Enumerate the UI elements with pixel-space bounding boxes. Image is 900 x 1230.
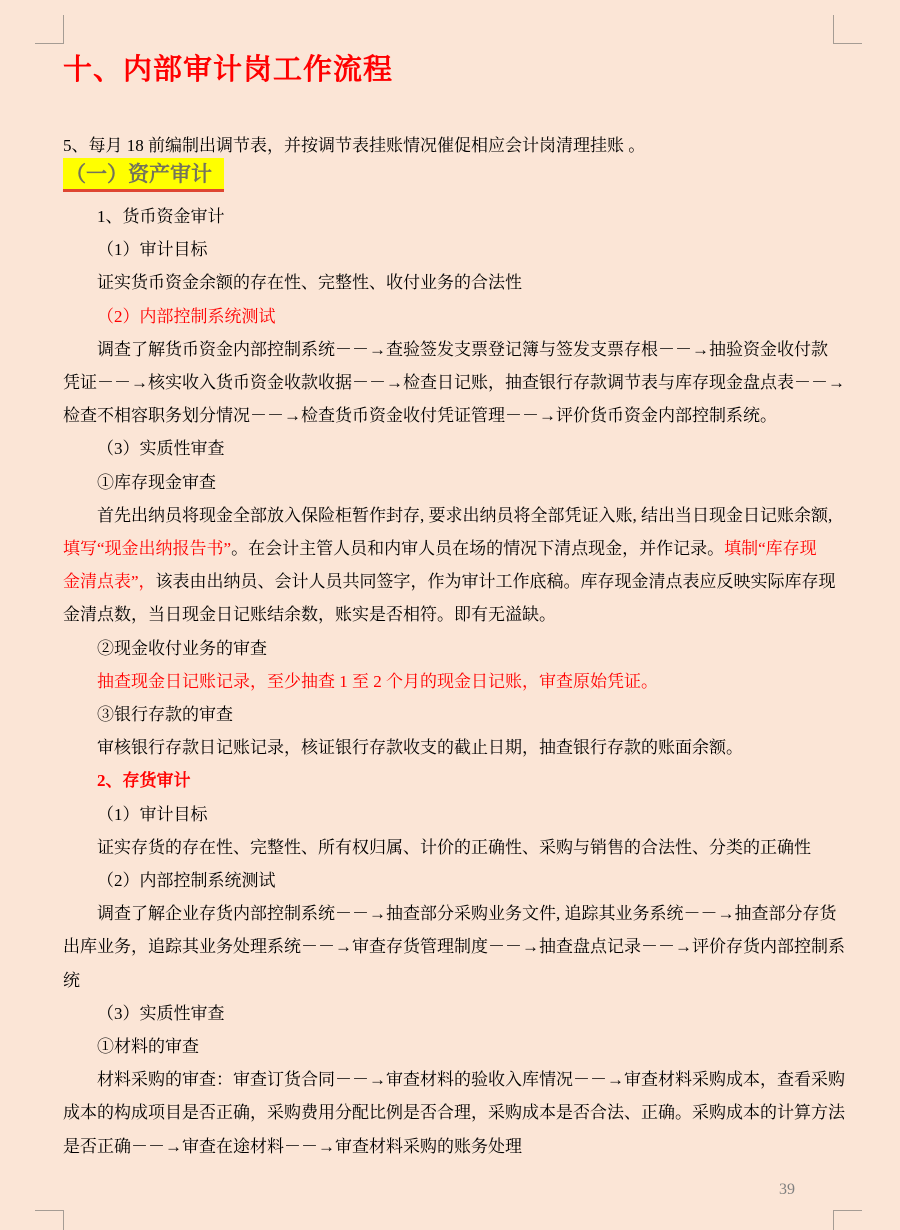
text-segment: （1）审计目标 — [97, 240, 208, 260]
text-line — [63, 300, 838, 333]
text-line — [63, 731, 838, 764]
page-number: 39 — [779, 1181, 795, 1198]
section-heading-asset-audit: （一）资产审计 — [63, 158, 224, 192]
text-segment: 该表由出纳员、会计人员共同签字，作为审计工作底稿。库存现金清点表应反映实际库存现 — [155, 572, 836, 592]
text-line — [63, 930, 845, 963]
text-segment: 凭证－－→核实收入货币资金收款收据－－→检查日记账，抽查银行存款调节表与库存现金盘点表－－→ — [63, 373, 845, 393]
text-segment: 证实存货的存在性、完整性、所有权归属、计价的正确性、采购与销售的合法性、分类的正确性 — [97, 837, 811, 857]
text-line — [63, 532, 838, 565]
text-line — [63, 764, 838, 797]
text-segment: （1）审计目标 — [97, 804, 208, 824]
text-segment: 调查了解企业存货内部控制系统－－→抽查部分采购业务文件, 追踪其业务系统－－→抽查部分存货 — [97, 904, 837, 924]
text-segment: 。在会计主管人员和内审人员在场的情况下清点现金，并作记录。 — [231, 539, 725, 559]
crop-mark-top-right-icon — [833, 15, 862, 44]
body-text — [63, 200, 845, 1163]
text-segment: （2）内部控制系统测试 — [97, 871, 276, 891]
text-segment: 填写“现金出纳报告书” — [63, 539, 232, 559]
text-segment: 首先出纳员将现金全部放入保险柜暂作封存, 要求出纳员将全部凭证入账, 结出当日现金日记账余额, — [97, 505, 833, 525]
text-segment: 金清点表”， — [63, 572, 156, 592]
text-line — [63, 632, 838, 665]
text-segment: 填制“库存现 — [724, 539, 817, 559]
text-line — [63, 432, 838, 465]
text-segment: 证实货币资金余额的存在性、完整性、收付业务的合法性 — [97, 273, 522, 293]
text-segment: 统 — [63, 970, 80, 990]
crop-mark-top-left-icon — [35, 15, 64, 44]
text-segment: ①材料的审查 — [97, 1037, 199, 1057]
text-segment: 是否正确－－→审查在途材料－－→审查材料采购的账务处理 — [63, 1136, 522, 1156]
text-line — [63, 200, 838, 233]
text-segment: 出库业务，追踪其业务处理系统－－→审查存货管理制度－－→抽查盘点记录－－→评价存货内部控制系 — [63, 937, 845, 957]
text-segment: （3）实质性审查 — [97, 439, 225, 459]
crop-mark-bottom-left-icon — [35, 1210, 64, 1230]
text-line — [63, 1030, 838, 1063]
text-segment: 2、存货审计 — [97, 771, 191, 791]
text-segment: 检查不相容职务划分情况－－→检查货币资金收付凭证管理－－→评价货币资金内部控制系统。 — [63, 406, 777, 426]
text-line — [63, 1130, 838, 1163]
page-title: 十、内部审计岗工作流程 — [63, 54, 394, 86]
text-segment: （3）实质性审查 — [97, 1003, 225, 1023]
text-line — [63, 266, 838, 299]
text-segment: ③银行存款的审查 — [97, 705, 233, 725]
text-line — [63, 565, 838, 598]
text-line — [63, 864, 838, 897]
text-segment: 调查了解货币资金内部控制系统－－→查验签发支票登记簿与签发支票存根－－→抽验资金收付款 — [97, 339, 828, 359]
text-line — [63, 798, 838, 831]
text-line — [63, 831, 838, 864]
text-segment: ①库存现金审查 — [97, 472, 216, 492]
text-line — [63, 333, 838, 366]
text-line — [63, 466, 838, 499]
text-line — [63, 499, 838, 532]
text-line — [63, 665, 838, 698]
text-segment: 金清点数，当日现金日记账结余数，账实是否相符。即有无溢缺。 — [63, 605, 556, 625]
text-line — [63, 997, 838, 1030]
text-line — [63, 897, 838, 930]
crop-mark-bottom-right-icon — [833, 1210, 862, 1230]
text-segment: 成本的构成项目是否正确，采购费用分配比例是否合理，采购成本是否合法、正确。采购成本的计算方法 — [63, 1103, 845, 1123]
text-line — [63, 1063, 845, 1096]
text-segment: ②现金收付业务的审查 — [97, 638, 267, 658]
text-line — [63, 698, 838, 731]
text-line — [63, 964, 838, 997]
text-line — [63, 1096, 845, 1129]
text-line — [63, 366, 845, 399]
text-segment: 审核银行存款日记账记录，核证银行存款收支的截止日期，抽查银行存款的账面余额。 — [97, 738, 743, 758]
text-segment: 材料采购的审查：审查订货合同－－→审查材料的验收入库情况－－→审查材料采购成本，查看采购 — [97, 1070, 845, 1090]
text-line — [63, 399, 838, 432]
text-segment: （2）内部控制系统测试 — [97, 306, 276, 326]
text-segment: 1、货币资金审计 — [97, 207, 225, 226]
text-line — [63, 233, 838, 266]
text-segment: 抽查现金日记账记录，至少抽查 1 至 2 个月的现金日记账，审查原始凭证。 — [97, 671, 658, 691]
intro-paragraph: 5、每月 18 前编制出调节表，并按调节表挂账情况催促相应会计岗清理挂账 。 — [63, 136, 646, 155]
text-line — [63, 598, 838, 631]
